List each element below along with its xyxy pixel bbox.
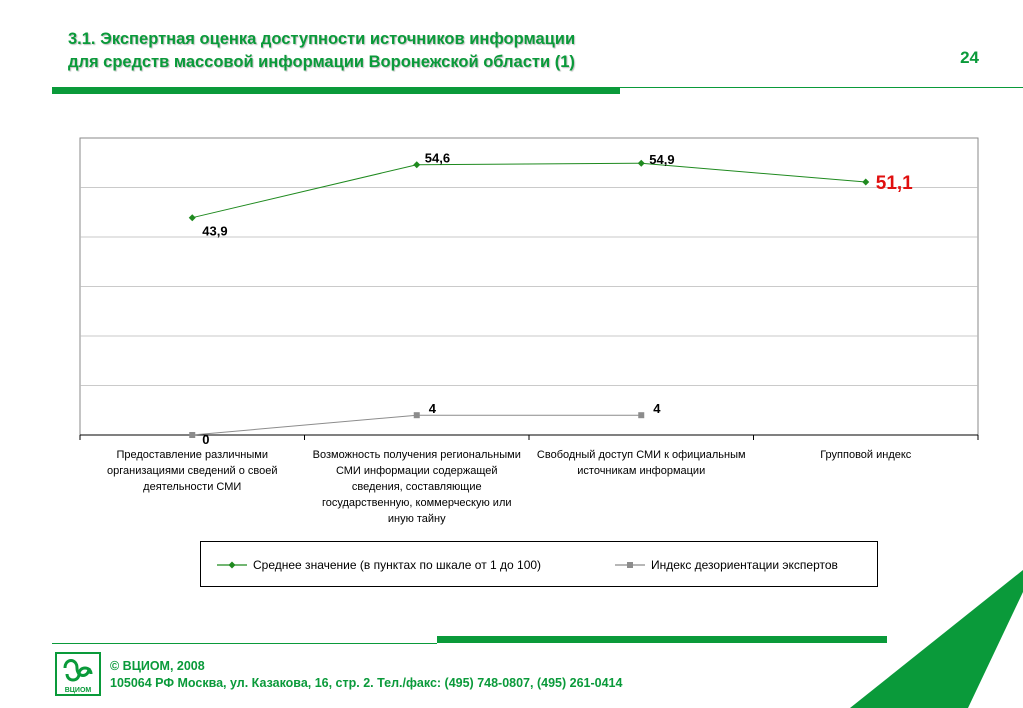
footer-copyright: © ВЦИОМ, 2008 [110, 659, 205, 673]
title-line-2: для средств массовой информации Воронежской области (1) [68, 53, 575, 71]
legend-disorientation-marker-icon [615, 560, 645, 570]
legend-mean-label: Среднее значение (в пунктах по шкале от 1 до 100) [253, 558, 542, 572]
data-label: 54,6 [424, 150, 451, 166]
footer-contacts [110, 658, 622, 692]
footer-address: 105064 РФ Москва, ул. Казакова, 16, стр. 2. Тел./факс: (495) 748-0807, (495) 261-0414 [110, 676, 623, 690]
legend-item-mean [217, 558, 541, 572]
data-point-disorientation [638, 412, 644, 418]
footer-divider-thin [52, 643, 437, 644]
footer-divider-thick [437, 636, 887, 643]
data-label: 4 [653, 401, 661, 417]
x-category-label: Предоставление различными организациями сведений о своей деятельности СМИ [107, 449, 278, 493]
data-label: 0 [202, 432, 210, 447]
legend-item-disorientation [615, 558, 838, 572]
legend-mean-marker-icon [217, 560, 247, 570]
data-label: 43,9 [202, 223, 228, 239]
legend-disorientation-label: Индекс дезориентации экспертов [651, 558, 838, 572]
data-label: 4 [428, 401, 436, 417]
page-number: 24 [960, 48, 979, 67]
chart-legend [200, 541, 878, 587]
title-line-1: 3.1. Экспертная оценка доступности источников информации [68, 30, 576, 48]
x-category-label: Возможность получения региональными СМИ информации содержащей сведения, составляющие государственную, коммерческую или иную тайну [312, 449, 521, 525]
data-point-disorientation [189, 432, 195, 438]
vciom-logo-icon [55, 652, 101, 696]
x-category-label: Групповой индекс [820, 449, 912, 461]
corner-decoration [850, 570, 1023, 708]
group-index-label: 51,1 [875, 173, 913, 195]
x-category-label: Свободный доступ СМИ к официальным источникам информации [536, 449, 746, 477]
data-label: 54,9 [649, 152, 675, 168]
logo-text: ВЦИОМ [64, 687, 92, 694]
data-point-disorientation [414, 412, 420, 418]
